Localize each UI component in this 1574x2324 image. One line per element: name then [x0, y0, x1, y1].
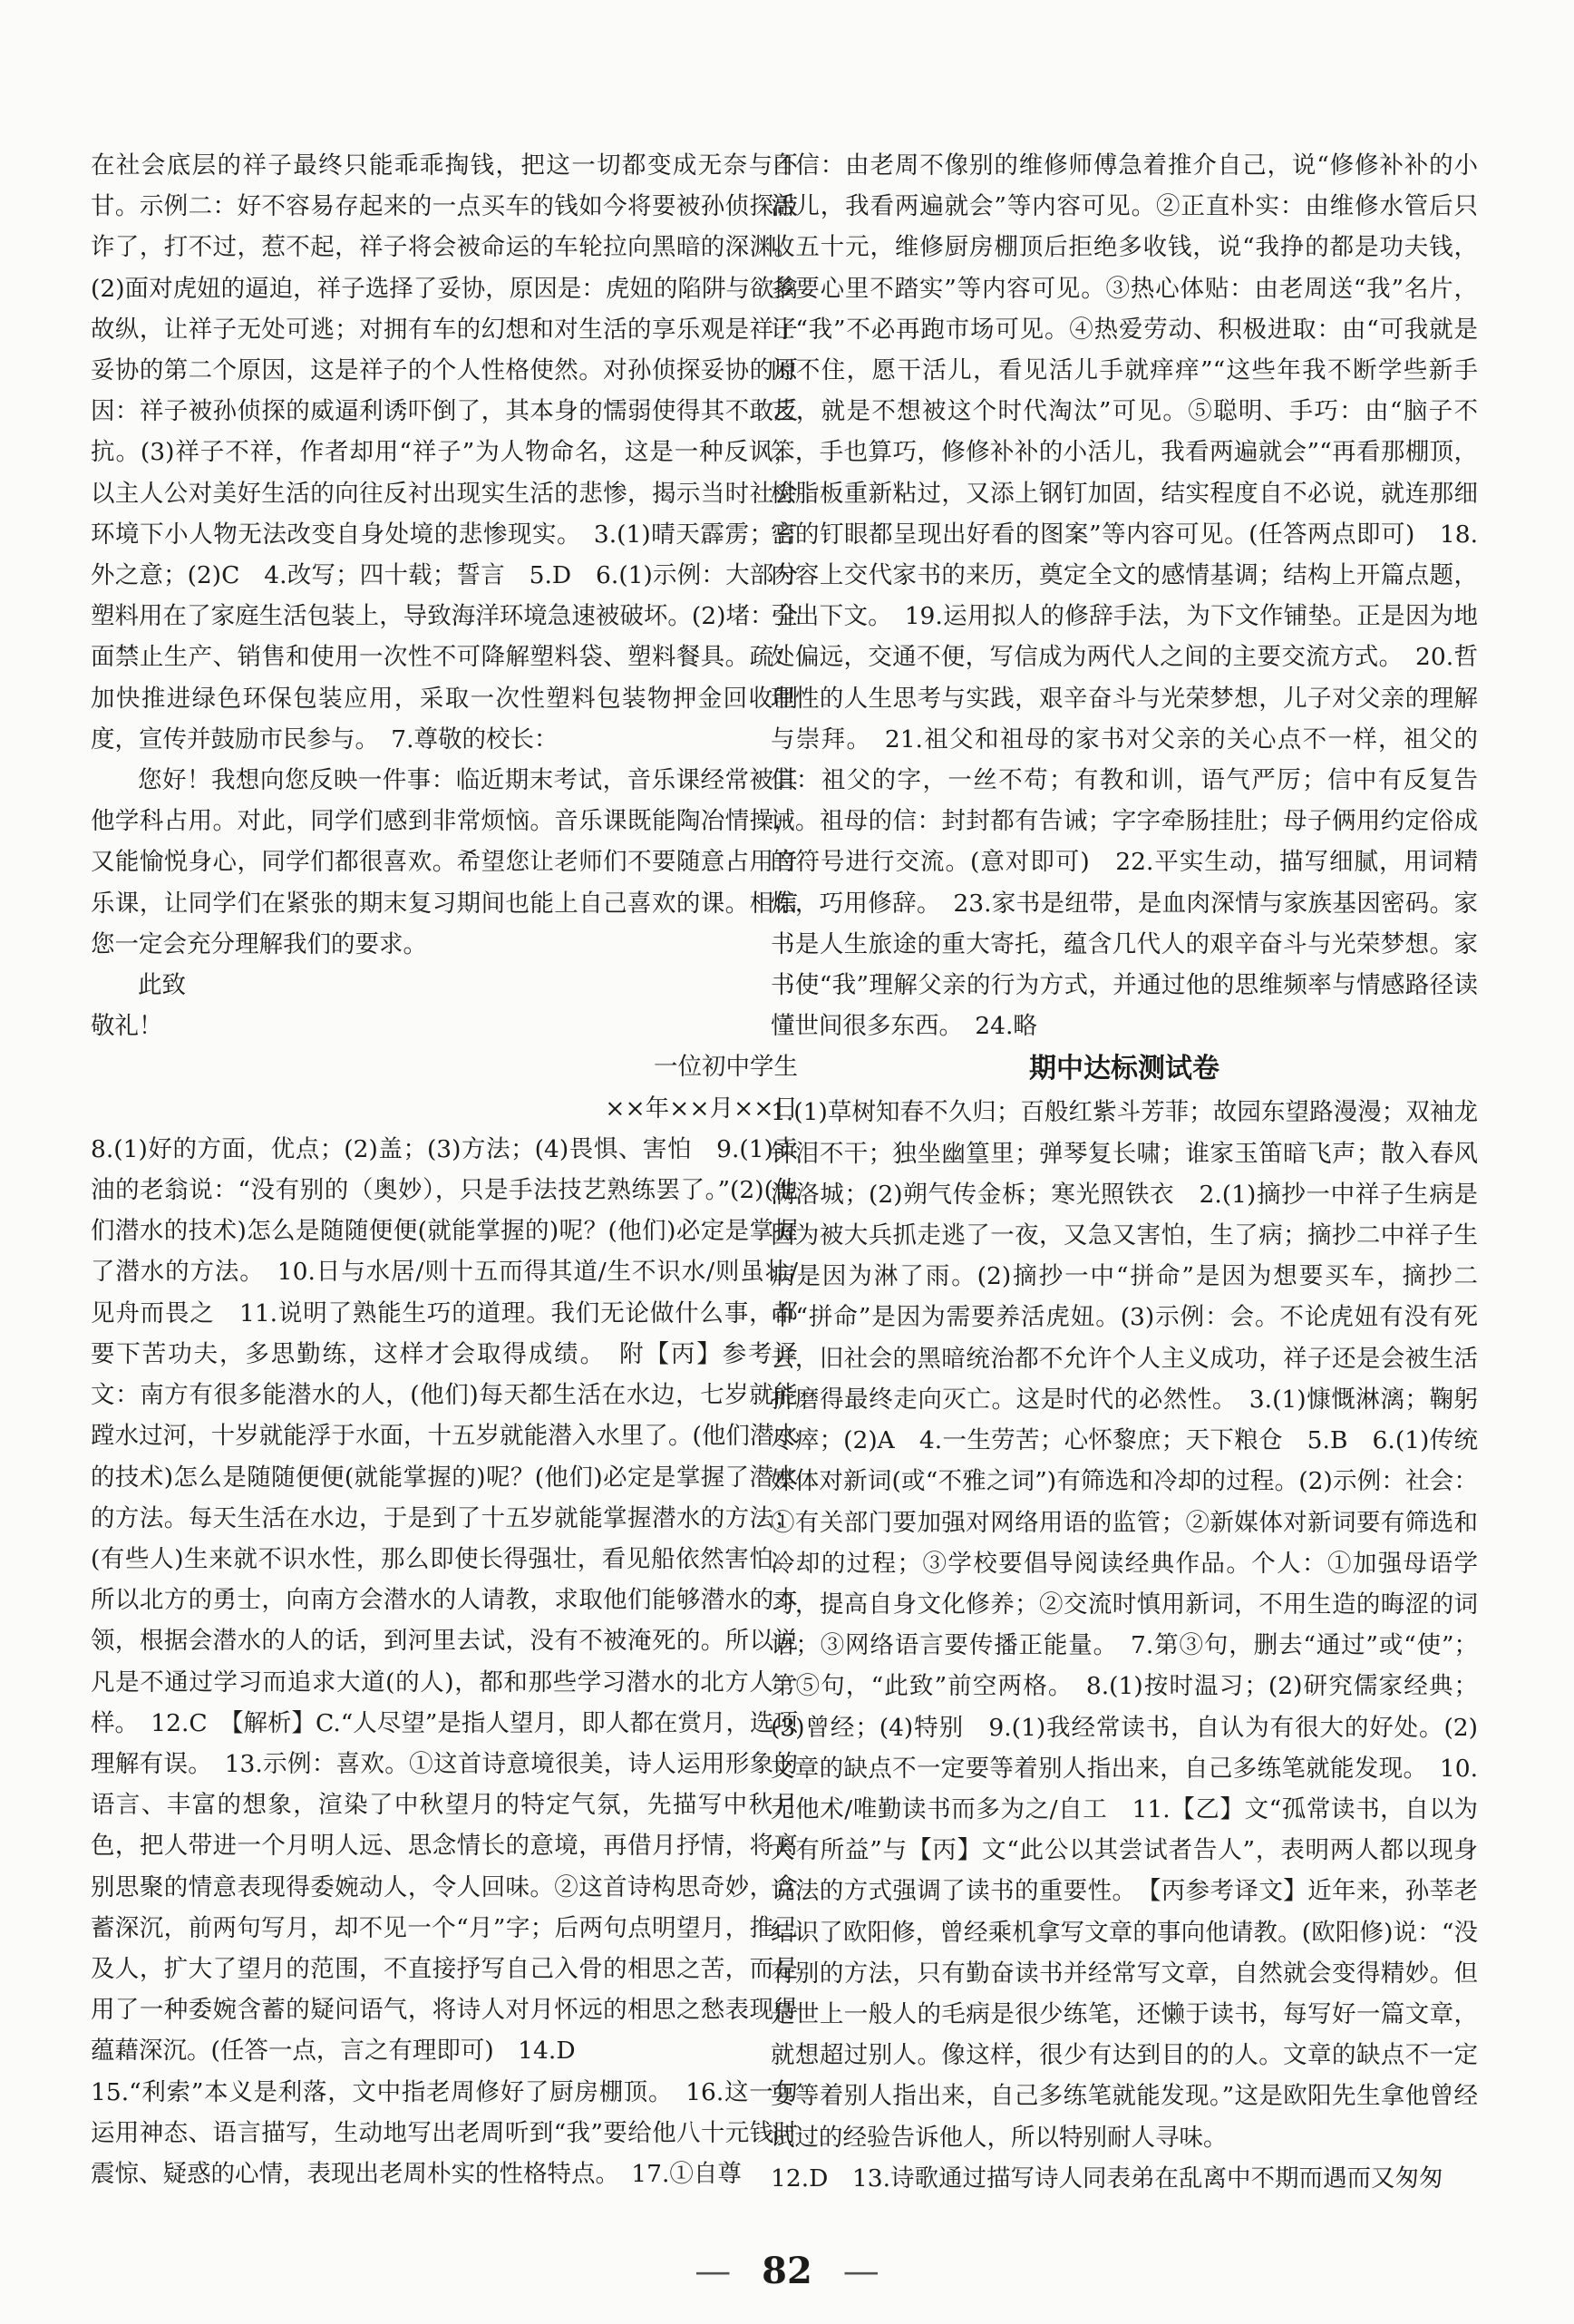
- section-title: 期中达标测试卷: [1029, 1053, 1219, 1085]
- answer-paragraph: 在社会底层的祥子最终只能乖乖掏钱，把这一切都变成无奈与不甘。示例二：好不容易存起来的一点买车的钱如今将要被孙侦探敲诈了，打不过，惹不起，祥子将会被命运的车轮拉向黑暗的深渊。(2)面对虎妞的逼迫，祥子选择了妥协，原因是：虎妞的陷阱与欲擒故纵，让祥子无处可逃；对拥有车的幻想和对生活的享乐观是祥子妥协的第二个原因，这是祥子的个人性格使然。对孙侦探妥协的原因：祥子被孙侦探的威逼利诱吓倒了，其本身的懦弱使得其不敢反抗。(3)祥子不祥，作者却用“祥子”为人物命名，这是一种反讽，以主人公对美好生活的向往反衬出现实生活的悲惨，揭示当时社会环境下小人物无法改变自身处境的悲惨现实。 3.(1)晴天霹雳；言外之意；(2)C 4.改写；四十载；誓言 5.D 6.(1)示例：大部分塑料用在了家庭生活包装上，导致海洋环境急速被破坏。(2)堵：全面禁止生产、销售和使用一次性不可降解塑料袋、塑料餐具。疏：加快推进绿色环保包装应用，采取一次性塑料包装物押金回收制度，宣传并鼓励市民参与。 7.尊敬的校长：: [91, 151, 798, 754]
- footer-dash-right: —: [842, 2251, 879, 2292]
- right-column: [771, 145, 1478, 2199]
- answer-paragraph: 自信：由老周不像别的维修师傅急着推介自己，说“修修补补的小活儿，我看两遍就会”等内容可见。②正直朴实：由维修水管后只收五十元，维修厨房棚顶后拒绝多收钱，说“我挣的都是功夫钱，多要心里不踏实”等内容可见。③热心体贴：由老周送“我”名片，让“我”不必再跑市场可见。④热爱劳动、积极进取：由“可我就是闲不住，愿干活儿，看见活儿手就痒痒”“这些年我不断学些新手艺，就是不想被这个时代淘汰”可见。⑤聪明、手巧：由“脑子不笨，手也算巧，修修补补的小活儿，我看两遍就会”“再看那棚顶，树脂板重新粘过，又添上钢钉加固，结实程度自不必说，就连那细密的钉眼都呈现出好看的图案”等内容可见。(任答两点即可) 18.内容上交代家书的来历，奠定全文的感情基调；结构上开篇点题，引出下文。 19.运用拟人的修辞手法，为下文作铺垫。正是因为地处偏远，交通不便，写信成为两代人之间的主要交流方式。 20.哲理性的人生思考与实践，艰辛奋斗与光荣梦想，儿子对父亲的理解与崇拜。 21.祖父和祖母的家书对父亲的关心点不一样，祖父的信：祖父的字，一丝不苟；有教和训，语气严厉；信中有反复告诫。祖母的信：封封都有告诫；字字牵肠挂肚；母子俩用约定俗成的符号进行交流。(意对即可) 22.平实生动，描写细腻，用词精炼，巧用修辞。 23.家书是纽带，是血肉深情与家族基因密码。家书是人生旅途的重大寄托，蕴含几代人的艰辛奋斗与光荣梦想。家书使“我”理解父亲的行为方式，并通过他的思维频率与情感路径读懂世间很多东西。 24.略: [771, 151, 1478, 1041]
- letter-date: ××年××月××日: [605, 1094, 798, 1123]
- letter-salute: 敬礼！: [91, 1012, 163, 1041]
- answer-paragraph: 8.(1)好的方面，优点；(2)盖；(3)方法；(4)畏惧、害怕 9.(1)卖油的老翁说：“没有别的（奥妙），只是手法技艺熟练罢了。”(2)(他们潜水的技术)怎么是随随便便(就能掌握的)呢？(他们)必定是掌握了潜水的方法。 10.日与水居/则十五而得其道/生不识水/则虽壮/见舟而畏之 11.说明了熟能生巧的道理。我们无论做什么事，都要下苦功夫，多思勤练，这样才会取得成绩。 附【丙】参考译文：南方有很多能潜水的人，(他们)每天都生活在水边，七岁就能蹚水过河，十岁就能浮于水面，十五岁就能潜入水里了。(他们潜水的技术)怎么是随随便便(就能掌握的)呢？(他们)必定是掌握了潜水的方法。每天生活在水边，于是到了十五岁就能掌握潜水的方法；(有些人)生来就不识水性，那么即使长得强壮，看见船依然害怕。所以北方的勇士，向南方会潜水的人请教，求取他们能够潜水的本领，根据会潜水的人的话，到河里去试，没有不被淹死的。所以说凡是不通过学习而追求大道(的人)，都和那些学习潜水的北方人一样。 12.C 【解析】C.“人尽望”是指人望月，即人都在赏月，选项理解有误。 13.示例：喜欢。①这首诗意境很美，诗人运用形象的语言、丰富的想象，渲染了中秋望月的特定气氛，先描写中秋月色，把人带进一个月明人远、思念情长的意境，再借月抒情，将离别思聚的情意表现得委婉动人，令人回味。②这首诗构思奇妙，含蓄深沉，前两句写月，却不见一个“月”字；后两句点明望月，推己及人，扩大了望月的范围，不直接抒写自己入骨的相思之苦，而是用了一种委婉含蓄的疑问语气，将诗人对月怀远的相思之愁表现得蕴藉深沉。(任答一点，言之有理即可) 14.D: [91, 1134, 798, 2066]
- answer-paragraph: 1.(1)草树知春不久归；百般红紫斗芳菲；故园东望路漫漫；双袖龙钟泪不干；独坐幽篁里；弹琴复长啸；谁家玉笛暗飞声；散入春风满洛城；(2)朔气传金柝；寒光照铁衣 2.(1)摘抄一中祥子生病是因为被大兵抓走逃了一夜，又急又害怕，生了病；摘抄二中祥子生病是因为淋了雨。(2)摘抄一中“拼命”是因为想要买车，摘抄二中“拼命”是因为需要养活虎妞。(3)示例：会。不论虎妞有没有死去，旧社会的黑暗统治都不允许个人主义成功，祥子还是会被生活折磨得最终走向灭亡。这是时代的必然性。 3.(1)慷慨淋漓；鞠躬尽瘁；(2)A 4.一生劳苦；心怀黎庶；天下粮仓 5.B 6.(1)传统媒体对新词(或“不雅之词”)有筛选和冷却的过程。(2)示例：社会：①有关部门要加强对网络用语的监管；②新媒体对新词要有筛选和冷却的过程；③学校要倡导阅读经典作品。个人：①加强母语学习，提高自身文化修养；②交流时慎用新词，不用生造的晦涩的词语；③网络语言要传播正能量。 7.第③句，删去“通过”或“使”；第⑤句，“此致”前空两格。 8.(1)按时温习；(2)研究儒家经典；(3)曾经；(4)特别 9.(1)我经常读书，自认为有很大的好处。(2)文章的缺点不一定要等着别人指出来，自己多练笔就能发现。 10.无他术/唯勤读书而多为之/自工 11.【乙】文“孤常读书，自以为大有所益”与【丙】文“此公以其尝试者告人”，表明两人都以现身说法的方式强调了读书的重要性。 【丙参考译文】近年来，孙莘老结识了欧阳修，曾经乘机拿写文章的事向他请教。(欧阳修)说：“没有别的方法，只有勤奋读书并经常写文章，自然就会变得精妙。但是世上一般人的毛病是很少练笔，还懒于读书，每写好一篇文章，就想超过别人。像这样，很少有达到目的的人。文章的缺点不一定要等着别人指出来，自己多练笔就能发现。”这是欧阳先生拿他曾经试过的经验告诉他人，所以特别耐人寻味。: [771, 1098, 1478, 2152]
- page-number: 82: [762, 2250, 812, 2292]
- answer-paragraph: 12.D 13.诗歌通过描写诗人同表弟在乱离中不期而遇而又匆匆: [771, 2164, 1443, 2193]
- letter-body: 您好！我想向您反映一件事：临近期末考试，音乐课经常被其他学科占用。对此，同学们感到非常烦恼。音乐课既能陶冶情操，又能愉悦身心，同学们都很喜欢。希望您让老师们不要随意占用音乐课，让同学们在紧张的期末复习期间也能上自己喜欢的课。相信您一定会充分理解我们的要求。: [91, 766, 798, 958]
- letter-closing: 此致: [138, 971, 186, 1000]
- answer-paragraph: 15.“利索”本义是利落，文中指老周修好了厨房棚顶。 16.这一句运用神态、语言描写，生动地写出老周听到“我”要给他八十元钱时震惊、疑惑的心情，表现出老周朴实的性格特点。 17.①自尊: [91, 2077, 798, 2188]
- letter-signature: 一位初中学生: [654, 1053, 798, 1082]
- left-column: [91, 145, 798, 2194]
- footer-dash-left: —: [695, 2251, 732, 2292]
- page-number-footer: [0, 2249, 1574, 2294]
